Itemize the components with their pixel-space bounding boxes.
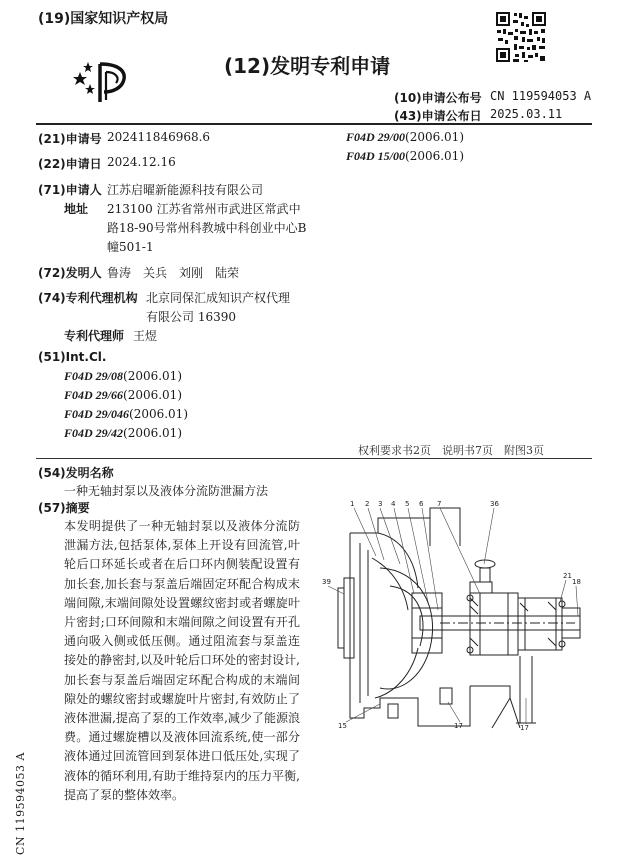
inventors: 鲁涛 关兵 刘刚 陆荣: [107, 266, 240, 280]
ipc-label: (51)Int.Cl.: [38, 350, 107, 364]
ipc-entry: [64, 369, 182, 384]
ipc-entry-right: [346, 130, 464, 145]
app-no-label: (21)申请号: [38, 132, 102, 146]
ipc-code: F04D 29/08: [64, 369, 124, 383]
abstract-label: (57)摘要: [38, 501, 90, 515]
pump-drawing: [320, 498, 588, 732]
pub-date-label: (43)申请公布日: [394, 109, 482, 123]
drawing-label: 1: [350, 500, 355, 508]
office-name: (19)国家知识产权局: [38, 11, 169, 27]
side-pub-number: CN 119594053 A: [14, 752, 27, 855]
drawing-label: 5: [405, 500, 410, 508]
inventor-label: (72)发明人: [38, 266, 102, 280]
ipc-version: (2006.01): [123, 369, 183, 383]
applicant-label: (71)申请人: [38, 183, 102, 197]
address-line: 213100 江苏省常州市武进区常武中: [107, 202, 301, 216]
drawing-label: 21: [563, 572, 572, 580]
drawing-label: 15: [338, 722, 347, 730]
address-line: 幢501-1: [107, 240, 154, 254]
biblio-divider: [36, 458, 592, 459]
drawing-label: 39: [322, 578, 331, 586]
title-label: (54)发明名称: [38, 466, 114, 480]
agency-line: 北京同保汇成知识产权代理: [146, 291, 291, 305]
pages-info: 权利要求书2页 说明书7页 附图3页: [358, 444, 544, 457]
agent-label: 专利代理师: [64, 329, 125, 343]
agent: 王煜: [133, 329, 158, 343]
app-date-label: (22)申请日: [38, 157, 102, 171]
ipc-code: F04D 29/00: [346, 130, 406, 144]
ipc-entry: [64, 426, 182, 441]
qr-code-icon: [494, 10, 548, 64]
ipc-version: (2006.01): [405, 149, 465, 163]
ipc-code: F04D 29/046: [64, 407, 130, 421]
drawing-label: 17: [520, 724, 529, 732]
cnipa-logo-icon: [70, 58, 136, 106]
address-line: 路18-90号常州科教城中科创业中心B: [107, 221, 307, 235]
pub-no-label: (10)申请公布号: [394, 91, 482, 105]
app-date: 2024.12.16: [107, 155, 176, 169]
agency-line: 有限公司 16390: [146, 310, 236, 324]
agency-label: (74)专利代理机构: [38, 291, 138, 305]
drawing-label: 36: [490, 500, 499, 508]
ipc-version: (2006.01): [405, 130, 465, 144]
ipc-version: (2006.01): [123, 426, 183, 440]
drawing-label: 18: [572, 578, 581, 586]
drawing-label: 17: [454, 722, 463, 730]
drawing-label: 6: [419, 500, 424, 508]
address-label: 地址: [64, 202, 89, 216]
pub-no: CN 119594053 A: [490, 89, 592, 103]
ipc-version: (2006.01): [129, 407, 189, 421]
ipc-code: F04D 29/42: [64, 426, 124, 440]
abstract-text: 本发明提供了一种无轴封泵以及液体分流防泄漏方法,包括泵体,泵体上开设有回流管,叶轮后口环延长或者在后口环内侧装配设置有加长套,加长套与泵盖后端固定环配合构成末端间隙,末端间隙处设置螺纹密封或者螺旋叶片密封;口环间隙和末端间隙之间设置有开孔通向吸入侧或低压侧。通过阻流套与泵盖连接处的静密封,以及叶轮后口环处的密封设计,加长套与泵盖后端固定环配合构成的末端间隙处的螺纹密封或螺旋叶片密封,有效防止了液体泄漏,提高了泵的工作效率,减少了能源浪费。通过螺旋槽以及液体回流系统,使一部分液体通过回流管回到泵体进口低压处,实现了液体的循环利用,有助于维持泵内的压力平衡,提高了泵的整体效率。: [64, 519, 300, 802]
invention-title: 一种无轴封泵以及液体分流防泄漏方法: [64, 484, 269, 498]
drawing-label: 7: [437, 500, 442, 508]
document-type: (12)发明专利申请: [224, 54, 391, 78]
ipc-code: F04D 15/00: [346, 149, 406, 163]
app-no: 202411846968.6: [107, 130, 211, 144]
drawing-label: 4: [391, 500, 396, 508]
ipc-entry: [64, 388, 182, 403]
drawing-label: 3: [378, 500, 383, 508]
ipc-entry: [64, 407, 188, 422]
applicant: 江苏启曜新能源科技有限公司: [107, 183, 264, 197]
pub-date: 2025.03.11: [490, 107, 563, 121]
ipc-entry-right: [346, 149, 464, 164]
drawing-label: 2: [365, 500, 370, 508]
header-divider: [36, 123, 592, 125]
ipc-code: F04D 29/66: [64, 388, 124, 402]
ipc-version: (2006.01): [123, 388, 183, 402]
